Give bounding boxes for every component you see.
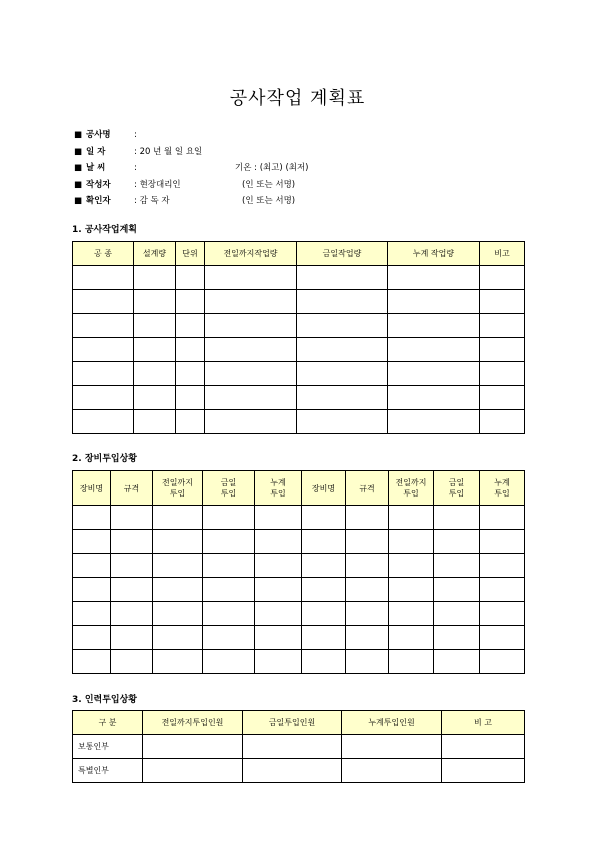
input-cell[interactable] (297, 338, 388, 362)
input-cell[interactable] (342, 759, 442, 783)
column-header-prev-workers: 전일까지투입인원 (143, 711, 243, 735)
input-cell[interactable] (480, 578, 525, 602)
info-value: : 감 독 자 (134, 196, 170, 206)
equipment-table (72, 470, 525, 674)
info-label: 작성자 (86, 179, 111, 190)
input-cell[interactable] (176, 362, 205, 386)
input-cell[interactable] (176, 410, 205, 434)
column-header-total-input: 누계 투입 (480, 471, 525, 506)
column-header-today-workers: 금일투입인원 (243, 711, 342, 735)
column-header-unit: 단위 (176, 242, 205, 266)
section-1-title: 1. 공사작업계획 (72, 225, 137, 235)
column-header-today-work: 금일작업량 (297, 242, 388, 266)
input-cell[interactable] (297, 386, 388, 410)
info-row-confirmer (74, 193, 309, 210)
input-cell[interactable] (480, 602, 525, 626)
info-label: 일 자 (86, 146, 106, 157)
input-cell[interactable] (205, 362, 297, 386)
input-cell[interactable] (73, 578, 111, 602)
input-cell[interactable] (73, 290, 134, 314)
input-cell[interactable] (203, 554, 255, 578)
input-cell[interactable] (480, 290, 525, 314)
input-cell[interactable] (205, 386, 297, 410)
table-row (73, 314, 525, 338)
input-cell[interactable] (297, 266, 388, 290)
input-cell[interactable] (111, 530, 153, 554)
input-cell[interactable] (73, 626, 111, 650)
table-row (73, 386, 525, 410)
row-label-general-laborer: 보통인부 (73, 735, 143, 759)
input-cell[interactable] (302, 506, 346, 530)
input-cell[interactable] (73, 602, 111, 626)
column-header-total-input: 누계 투입 (255, 471, 302, 506)
input-cell[interactable] (388, 266, 480, 290)
input-cell[interactable] (255, 506, 302, 530)
input-cell[interactable] (302, 602, 346, 626)
column-header-total-workers: 누계투입인원 (342, 711, 442, 735)
input-cell[interactable] (255, 554, 302, 578)
input-cell[interactable] (480, 530, 525, 554)
input-cell[interactable] (73, 506, 111, 530)
input-cell[interactable] (134, 362, 176, 386)
input-cell[interactable] (346, 554, 389, 578)
input-cell[interactable] (297, 362, 388, 386)
input-cell[interactable] (389, 626, 434, 650)
input-cell[interactable] (176, 386, 205, 410)
input-cell[interactable] (243, 735, 342, 759)
input-cell[interactable] (134, 386, 176, 410)
input-cell[interactable] (480, 338, 525, 362)
document-title: 공사작업 계획표 (229, 88, 366, 109)
input-cell[interactable] (346, 650, 389, 674)
input-cell[interactable] (73, 650, 111, 674)
input-cell[interactable] (205, 314, 297, 338)
input-cell[interactable] (111, 602, 153, 626)
input-cell[interactable] (480, 314, 525, 338)
input-cell[interactable] (442, 759, 525, 783)
input-cell[interactable] (302, 530, 346, 554)
input-cell[interactable] (434, 626, 480, 650)
info-row-weather (74, 160, 309, 177)
input-cell[interactable] (205, 266, 297, 290)
bullet-square-icon: ■ (74, 146, 83, 157)
input-cell[interactable] (111, 554, 153, 578)
input-cell[interactable] (388, 290, 480, 314)
input-cell[interactable] (302, 554, 346, 578)
input-cell[interactable] (134, 314, 176, 338)
input-cell[interactable] (153, 530, 203, 554)
input-cell[interactable] (389, 506, 434, 530)
input-cell[interactable] (388, 362, 480, 386)
input-cell[interactable] (203, 578, 255, 602)
table-header-row (73, 711, 525, 735)
column-header-remarks: 비고 (480, 242, 525, 266)
input-cell[interactable] (480, 650, 525, 674)
input-cell[interactable] (442, 735, 525, 759)
bullet-square-icon: ■ (74, 179, 83, 190)
column-header-today-input: 금일 투입 (203, 471, 255, 506)
input-cell[interactable] (297, 314, 388, 338)
input-cell[interactable] (480, 386, 525, 410)
section-3-title: 3. 인력투입상황 (72, 695, 137, 705)
input-cell[interactable] (434, 506, 480, 530)
input-cell[interactable] (73, 530, 111, 554)
info-row-date (74, 144, 309, 161)
table-header-row (73, 242, 525, 266)
info-extra: (인 또는 서명) (242, 179, 296, 190)
input-cell[interactable] (388, 338, 480, 362)
input-cell[interactable] (203, 650, 255, 674)
table-row (73, 578, 525, 602)
bullet-square-icon: ■ (74, 130, 83, 140)
input-cell[interactable] (111, 578, 153, 602)
table-row (73, 362, 525, 386)
input-cell[interactable] (388, 314, 480, 338)
input-cell[interactable] (255, 626, 302, 650)
info-value: : (134, 163, 137, 173)
input-cell[interactable] (255, 650, 302, 674)
table-row (73, 290, 525, 314)
input-cell[interactable] (205, 338, 297, 362)
input-cell[interactable] (153, 602, 203, 626)
input-cell[interactable] (176, 338, 205, 362)
input-cell[interactable] (203, 602, 255, 626)
input-cell[interactable] (302, 650, 346, 674)
info-value: : (134, 130, 137, 140)
input-cell[interactable] (389, 650, 434, 674)
table-row (73, 759, 525, 783)
input-cell[interactable] (434, 578, 480, 602)
column-header-total-work: 누계 작업량 (388, 242, 480, 266)
input-cell[interactable] (346, 530, 389, 554)
input-cell[interactable] (73, 314, 134, 338)
input-cell[interactable] (153, 650, 203, 674)
table-row (73, 626, 525, 650)
table-row (73, 338, 525, 362)
info-row-project (74, 127, 309, 144)
input-cell[interactable] (389, 530, 434, 554)
input-cell[interactable] (176, 266, 205, 290)
input-cell[interactable] (434, 602, 480, 626)
input-cell[interactable] (302, 626, 346, 650)
info-row-writer (74, 177, 309, 194)
table-header-row (73, 471, 525, 506)
input-cell[interactable] (480, 362, 525, 386)
input-cell[interactable] (205, 290, 297, 314)
input-cell[interactable] (111, 650, 153, 674)
column-header-prev-input: 전일까지 투입 (153, 471, 203, 506)
input-cell[interactable] (176, 314, 205, 338)
info-extra: (인 또는 서명) (242, 196, 296, 206)
section-2-title: 2. 장비투입상황 (72, 454, 137, 464)
table-row (73, 410, 525, 434)
input-cell[interactable] (302, 578, 346, 602)
input-cell[interactable] (346, 578, 389, 602)
info-label: 공사명 (86, 130, 111, 140)
table-row (73, 554, 525, 578)
input-cell[interactable] (134, 290, 176, 314)
info-label: 확인자 (86, 196, 111, 206)
input-cell[interactable] (73, 362, 134, 386)
input-cell[interactable] (203, 506, 255, 530)
input-cell[interactable] (389, 602, 434, 626)
input-cell[interactable] (205, 410, 297, 434)
column-header-prev-work: 전일까지작업량 (205, 242, 297, 266)
input-cell[interactable] (297, 290, 388, 314)
input-cell[interactable] (255, 602, 302, 626)
bullet-square-icon: ■ (74, 163, 83, 173)
input-cell[interactable] (297, 410, 388, 434)
labor-table (72, 710, 525, 783)
column-header-design-qty: 설계량 (134, 242, 176, 266)
info-extra: 기온 : (최고) (최저) (235, 163, 309, 173)
table-row (73, 650, 525, 674)
column-header-equipment: 장비명 (302, 471, 346, 506)
input-cell[interactable] (134, 266, 176, 290)
input-cell[interactable] (111, 626, 153, 650)
input-cell[interactable] (73, 410, 134, 434)
column-header-work-type: 공 종 (73, 242, 134, 266)
input-cell[interactable] (389, 578, 434, 602)
column-header-equipment: 장비명 (73, 471, 111, 506)
input-cell[interactable] (153, 554, 203, 578)
input-cell[interactable] (143, 759, 243, 783)
input-cell[interactable] (388, 386, 480, 410)
input-cell[interactable] (346, 602, 389, 626)
info-value: : 현장대리인 (134, 179, 181, 190)
input-cell[interactable] (389, 554, 434, 578)
column-header-category: 구 분 (73, 711, 143, 735)
input-cell[interactable] (480, 506, 525, 530)
work-plan-table (72, 241, 525, 434)
table-row (73, 602, 525, 626)
input-cell[interactable] (346, 626, 389, 650)
input-cell[interactable] (480, 626, 525, 650)
input-cell[interactable] (73, 554, 111, 578)
input-cell[interactable] (480, 410, 525, 434)
column-header-spec: 규격 (111, 471, 153, 506)
row-label-special-laborer: 특별인부 (73, 759, 143, 783)
input-cell[interactable] (434, 530, 480, 554)
input-cell[interactable] (73, 266, 134, 290)
bullet-square-icon: ■ (74, 196, 83, 206)
input-cell[interactable] (73, 386, 134, 410)
table-row (73, 530, 525, 554)
input-cell[interactable] (342, 735, 442, 759)
input-cell[interactable] (346, 506, 389, 530)
table-row (73, 735, 525, 759)
input-cell[interactable] (111, 506, 153, 530)
input-cell[interactable] (434, 650, 480, 674)
table-row (73, 506, 525, 530)
input-cell[interactable] (434, 554, 480, 578)
input-cell[interactable] (143, 735, 243, 759)
input-cell[interactable] (255, 530, 302, 554)
input-cell[interactable] (255, 578, 302, 602)
input-cell[interactable] (134, 338, 176, 362)
info-label: 날 씨 (86, 163, 106, 173)
column-header-remarks: 비 고 (442, 711, 525, 735)
info-block (74, 127, 309, 210)
table-row (73, 266, 525, 290)
input-cell[interactable] (153, 506, 203, 530)
column-header-today-input: 금일 투입 (434, 471, 480, 506)
input-cell[interactable] (176, 290, 205, 314)
input-cell[interactable] (153, 626, 203, 650)
input-cell[interactable] (243, 759, 342, 783)
input-cell[interactable] (153, 578, 203, 602)
input-cell[interactable] (480, 266, 525, 290)
input-cell[interactable] (203, 530, 255, 554)
info-value: : 20 년 월 일 요일 (134, 146, 203, 157)
input-cell[interactable] (73, 338, 134, 362)
column-header-spec: 규격 (346, 471, 389, 506)
column-header-prev-input: 전일까지 투입 (389, 471, 434, 506)
input-cell[interactable] (388, 410, 480, 434)
input-cell[interactable] (203, 626, 255, 650)
input-cell[interactable] (134, 410, 176, 434)
input-cell[interactable] (480, 554, 525, 578)
